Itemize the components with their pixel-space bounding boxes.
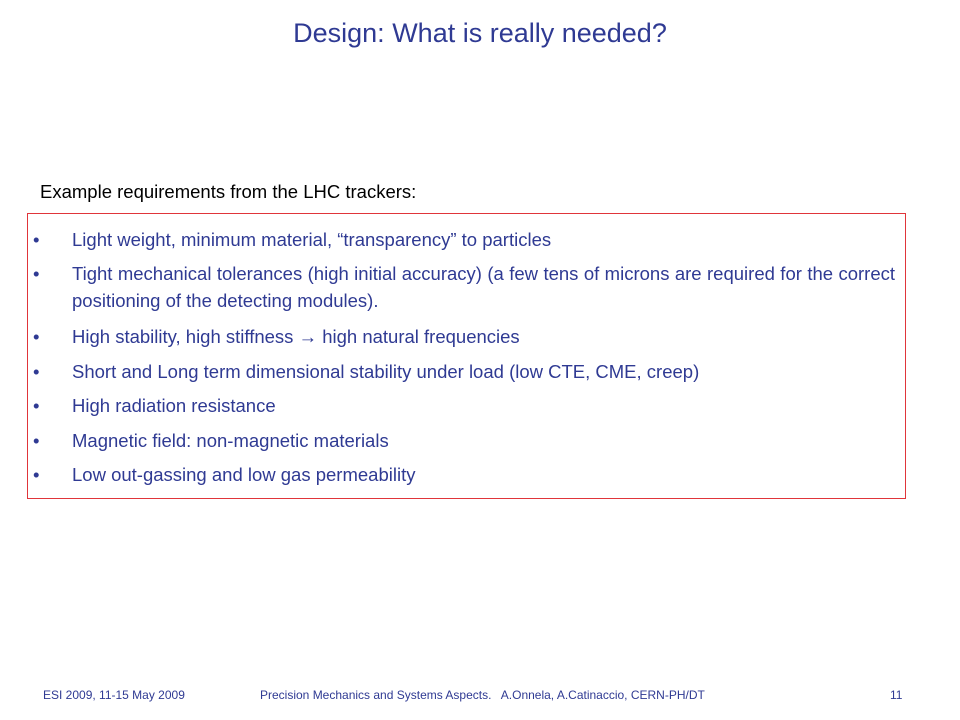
requirement-text: High radiation resistance <box>72 395 276 416</box>
requirement-text: Short and Long term dimensional stability under load (low CTE, CME, creep) <box>72 361 700 382</box>
slide-title: Design: What is really needed? <box>293 18 667 48</box>
bullet-icon: • <box>33 430 40 451</box>
requirement-text: High stability, high stiffness → high natural frequencies <box>72 326 520 347</box>
requirement-text: Tight mechanical tolerances (high initial accuracy) (a few tens of microns are required for the correct positioning of the detecting modules). <box>72 263 895 311</box>
bullet-icon: • <box>33 229 40 250</box>
requirements-box <box>27 213 906 499</box>
bullet-icon: • <box>33 263 40 284</box>
footer-talk: Precision Mechanics and Systems Aspects. A.Onnela, A.Catinaccio, CERN-PH/DT <box>260 688 705 702</box>
requirement-text: Low out-gassing and low gas permeability <box>72 464 416 485</box>
intro-text: Example requirements from the LHC trackers: <box>40 181 417 202</box>
bullet-icon: • <box>33 464 40 485</box>
bullet-icon: • <box>33 395 40 416</box>
requirement-text: Light weight, minimum material, “transparency” to particles <box>72 229 552 250</box>
bullet-icon: • <box>33 326 40 347</box>
page-number: 11 <box>890 688 903 702</box>
requirement-text: Magnetic field: non-magnetic materials <box>72 430 389 451</box>
footer-event: ESI 2009, 11-15 May 2009 <box>43 688 185 702</box>
bullet-icon: • <box>33 361 40 382</box>
